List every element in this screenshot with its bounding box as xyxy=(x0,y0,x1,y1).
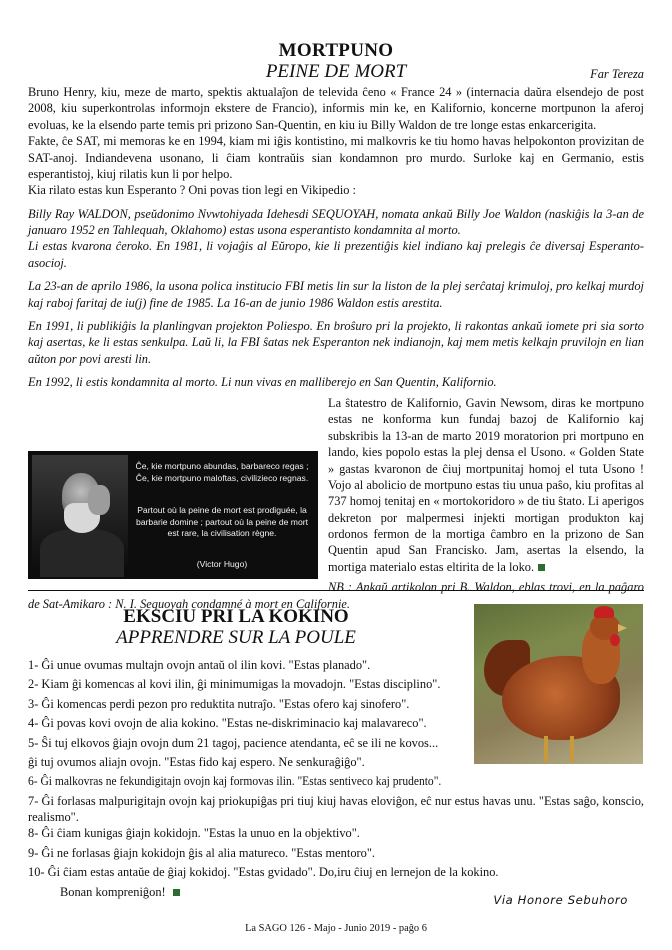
article-subtitle: PEINE DE MORT xyxy=(265,61,407,82)
list-item: 4- Ĝi povas kovi ovojn de alia kokino. "Estas ne-diskriminacio kaj malavareco". xyxy=(28,716,427,731)
article-author: Far Tereza xyxy=(590,67,644,81)
end-mark-icon xyxy=(173,889,180,896)
article-title: EKSCIU PRI LA KOKINO xyxy=(123,606,349,627)
wiki-quote: Li estas kvarona ĉeroko. En 1981, li vojaĝis al Eŭropo, kie li prezentiĝis kiel indiano kaj prelegis ĉe diversaj Esperanto-asocioj. xyxy=(28,239,644,270)
victor-hugo-quote-image xyxy=(28,451,318,579)
list-item: 9- Ĝi ne forlasas ĝiajn kokidojn ĝis al alia matureco. "Estas mentoro". xyxy=(28,845,375,860)
list-item: 7- Ĝi forlasas malpurigitajn ovojn kaj priokupiĝas pri tiuj kiuj havas eloviĝon, eĉ nur estus havas unu. "Estas saĝo, konscio, realismo". xyxy=(28,793,644,825)
wiki-quote: En 1992, li estis kondamnita al morto. Li nun vivas en malliberejo en San Quentin, Kalifornio. xyxy=(28,375,497,389)
wiki-quote: La 23-an de aprilo 1986, la usona polica institucio FBI metis lin sur la liston de la plej serĉataj krimuloj, pro kelkaj murdoj kaj raboj faritaj de iu(j) fine de 1985. La 16-an de junio 1986 Waldon estis arestita. xyxy=(28,279,644,310)
list-item: ĝi tuj ovumos aliajn ovojn. "Estas fido kaj espero. Ne senkuraĝiĝo". xyxy=(28,754,365,769)
article-body-continued xyxy=(28,395,644,612)
wiki-quote: En 1991, li publikiĝis la planlingvan projekton Poliespo. En broŝuro pri la projekto, li rakontas ankaŭ iomete pri sia sorto kaj asertas, ke li estas senkulpa. Laŭ li, la FBI ŝatas nek Esperanton nek indianojn, kaj mem metis kelkajn pruvilojn en lian aŭton por povi aresti lin. xyxy=(28,318,644,366)
quote-text-esperanto: Ĉe, kie mortpuno abundas, barbareco regas ; Ĉe, kie mortpuno maloftas, civilizieco regnas. xyxy=(135,461,309,483)
list-item: 2- Kiam ĝi komencas al kovi ilin, ĝi minimumigas la movadojn. "Estas disciplino". xyxy=(28,677,441,692)
paragraph-text: La ŝtatestro de Kalifornio, Gavin Newsom, diras ke mortpuno estas ne konforma kun fundaj bazoj de Kalifornio kaj subskribis la 13-an de marto 2019 moratorion pri mortpuno en lando, kies popolo estas la plej densa el Usono. « Golden State » gastas kvaronon de ĉiuj mortpunitaj homoj el tuta Usono ! Vojo al abolicio de mortpuno estas tiu unua paŝo, kiu profitas al 737 homoj tenitaj en « mortokoridoro » de tiu ŝtato. Li aperigos dekreton por malpermesi injekti mortigan produkton kaj ordonos fermon de la mortiga ĉambro en la prizono de San Quentin apud San Francisko. Jam, asertas la elsendo, la mortiga materialo estas eltirita de la loko. xyxy=(328,396,644,574)
list-item xyxy=(28,773,646,792)
paragraph: Bruno Henry, kiu, meze de marto, spektis aktualaĵon de televida ĉeno « France 24 » (internacia daŭra elsendejo de post 2008, kiu superkontrolas informojn ekstere de Francio), informis min ke, en Kalifornio, koncerne mortpunon la aferoj evoluas, ke la elsendo parte temis pri prizono San-Quentin, en kiu iu Billy Waldon de tre longe estas enkarcerigita. xyxy=(28,85,644,132)
nb-note: NB : Ankaŭ artikolon pri B. Waldon, eblas trovi, en la paĝaro de Sat-Amikaro : N. I. Sequoyah condamné à mort en Californie. xyxy=(28,580,644,611)
list-item: 10- Ĝi ĉiam estas antaŭe de ĝiaj kokidoj. "Estas gvidado". Do,iru ĉiuj en lernejon de la kokino. xyxy=(28,865,499,880)
end-mark-icon xyxy=(538,564,545,571)
article-body xyxy=(28,84,644,390)
wiki-quote: Billy Ray WALDON, pseŭdonimo Nvwtohiyada Idehesdi SEQUOYAH, nomata ankaŭ Billy Joe Waldon (naskiĝis la 3-an de januaro 1952 en Tahlequah, Oklahomo) estas usona esperantisto kondamnita al morto. xyxy=(28,206,644,237)
list-item: 8- Ĝi ĉiam kunigas ĝiajn kokidojn. "Estas la unuo en la objektivo". xyxy=(28,826,360,841)
author-signature: Via Honore Sebuhoro xyxy=(493,893,628,907)
hen-lessons-list xyxy=(28,657,646,903)
list-item: 3- Ĝi komencas perdi pezon pro reduktita nutraĵo. "Estas ofero kaj sinofero". xyxy=(28,696,410,711)
article-subtitle: APPRENDRE SUR LA POULE xyxy=(116,627,356,648)
paragraph: Kia rilato estas kun Esperanto ? Oni povas tion legi en Vikipedio : xyxy=(28,183,357,198)
paragraph: Fakte, ĉe SAT, mi memoras ke en 1994, kiam mi iĝis kontistino, mi malkovris ke tiu homo havas helpokonton provizitan de SAT-anoj. Indiandevena usonano, li ĉiam kontraŭis sian kondamnon pro murdo. Surloke kaj en Germanio, estis esperantistoj, kiuj rilatis kun li por helpo. xyxy=(28,134,644,181)
list-item: 5- Ŝi tuj elkovos ĝiajn ovojn dum 21 tagoj, pacience atendanta, eĉ se ili ne kovos... xyxy=(28,735,439,750)
portrait-image xyxy=(32,455,128,575)
closing-text: Bonan kompreniĝon! xyxy=(60,884,166,899)
section-divider xyxy=(28,590,644,591)
list-item: 1- Ĝi unue ovumas multajn ovojn antaŭ ol ilin kovi. "Estas planado". xyxy=(28,658,371,672)
quote-text-french: Partout où la peine de mort est prodiguée, la barbarie domine ; partout où la peine de mort est rare, la civilisation règne. xyxy=(136,505,308,539)
list-item-text: 6- Ĝi malkovras ne fekundigitajn ovojn kaj formovas ilin. "Estas sentiveco kaj prudento". xyxy=(28,774,442,789)
article-title: MORTPUNO xyxy=(278,40,394,61)
quote-author: (Victor Hugo) xyxy=(196,559,248,569)
page-footer: La SAGO 126 - Majo - Junio 2019 - paĝo 6 xyxy=(245,923,427,934)
